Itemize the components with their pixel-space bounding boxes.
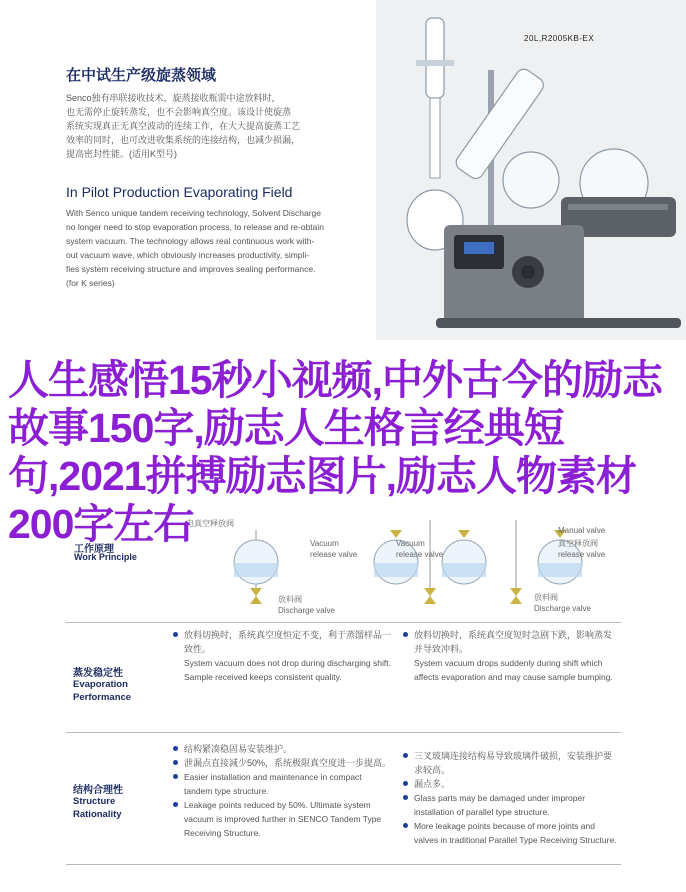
row-structure-title-en: Structure Rationality xyxy=(73,796,122,820)
en-section-text: With Senco unique tandem receiving technology, Solvent Discharge no longer need to stop evaporation process, to release and re-obtain system vacuum. The technology allows real continuous work with- out vacuum wave, which obviously increases productivity, simpli- fies system receiving structure and improves sealing performance. (for K series) xyxy=(66,208,325,288)
list-item xyxy=(402,628,620,684)
row-evaporation-title-cn: 蒸发稳定性 xyxy=(73,668,123,679)
cn-section-title: 在中试生产级旋蒸领域 xyxy=(66,67,217,84)
label-manual-valve: Manual valve xyxy=(558,526,606,535)
row-structure-title-cn: 结构合理性 xyxy=(73,785,123,796)
row-evaporation-left xyxy=(172,628,392,684)
row-structure-left xyxy=(172,742,392,840)
row-evaporation-title-en: Evaporation Performance xyxy=(73,679,132,703)
model-number: 20L,R2005KB-EX xyxy=(524,34,595,43)
product-photo xyxy=(376,0,686,340)
label-left-release-valve: 电真空释放阀 xyxy=(186,519,234,528)
cn-section-text: Senco独有串联接收技术，旋蒸接收瓶需中途放料时， 也无需停止旋转蒸发，也不会影响真空度。该设计使旋蒸 系统实现真正无真空波动的连续工作，在大大提高旋蒸工艺 效率的同时，也可改进收集系统的连接结构，也减少损漏， 提高密封性能。(适用K型号) xyxy=(66,93,301,159)
list-item: Glass parts may be damaged under improper installation of parallel type structure. xyxy=(402,791,620,819)
label-release-valve-2: Vacuum release valve xyxy=(396,539,444,559)
list-item: 漏点多。 xyxy=(402,777,620,791)
item-en: System vacuum does not drop during discharging shift. Sample received keeps consistent quality. xyxy=(184,658,391,682)
en-section-title: In Pilot Production Evaporating Field xyxy=(66,184,293,200)
list-item: More leakage points because of more joints and valves in traditional Parallel Type Receiving Structure. xyxy=(402,819,620,847)
overlay-headline: 人生感悟15秒小视频,中外古今的励志故事150字,励志人生格言经典短句,2021拼搏励志图片,励志人物素材200字左右 xyxy=(8,357,662,547)
item-en: System vacuum drops suddenly during shift which affects evaporation and may cause sample bumping. xyxy=(414,658,613,682)
divider-1 xyxy=(66,622,621,623)
label-discharge-valve-en: Discharge valve xyxy=(278,606,335,615)
list-item: 结构紧凑稳固易安装维护。 xyxy=(172,742,392,756)
rotary-evaporator-illustration xyxy=(376,0,686,340)
item-cn: 放料切换时，系统真空度短时急剧下跌，影响蒸发并导致冲料。 xyxy=(414,630,613,654)
list-item: 三叉玻璃连接结构易导致玻璃件破损，安装维护要求较高。 xyxy=(402,749,620,777)
label-release-valve-1: Vacuum release valve xyxy=(310,539,358,559)
label-release-valve-3-cn: 真空释放阀 xyxy=(558,539,598,548)
principle-title-en: Work Principle xyxy=(74,552,137,562)
label-discharge-valve-2-en: Discharge valve xyxy=(534,604,591,613)
principle-title-cn: 工作原理 xyxy=(74,544,114,555)
list-item: Easier installation and maintenance in compact tandem type structure. xyxy=(172,770,392,798)
list-item: Leakage points reduced by 50%. Ultimate system vacuum is improved further in SENCO Tandem Type Receiving Structure. xyxy=(172,798,392,840)
label-discharge-valve-cn: 放料阀 xyxy=(278,595,302,604)
divider-3 xyxy=(66,864,621,865)
label-discharge-valve-2-cn: 放料阀 xyxy=(534,593,558,602)
row-structure-right xyxy=(402,749,620,847)
row-evaporation-right xyxy=(402,628,620,684)
list-item: 泄漏点直接减少50%，系统极限真空度进一步提高。 xyxy=(172,756,392,770)
item-cn: 放料切换时，系统真空度恒定不变，利于蒸馏样品一致性。 xyxy=(184,630,392,654)
label-release-valve-3-en: release valve xyxy=(558,550,606,559)
list-item xyxy=(172,628,392,684)
divider-2 xyxy=(66,732,621,733)
